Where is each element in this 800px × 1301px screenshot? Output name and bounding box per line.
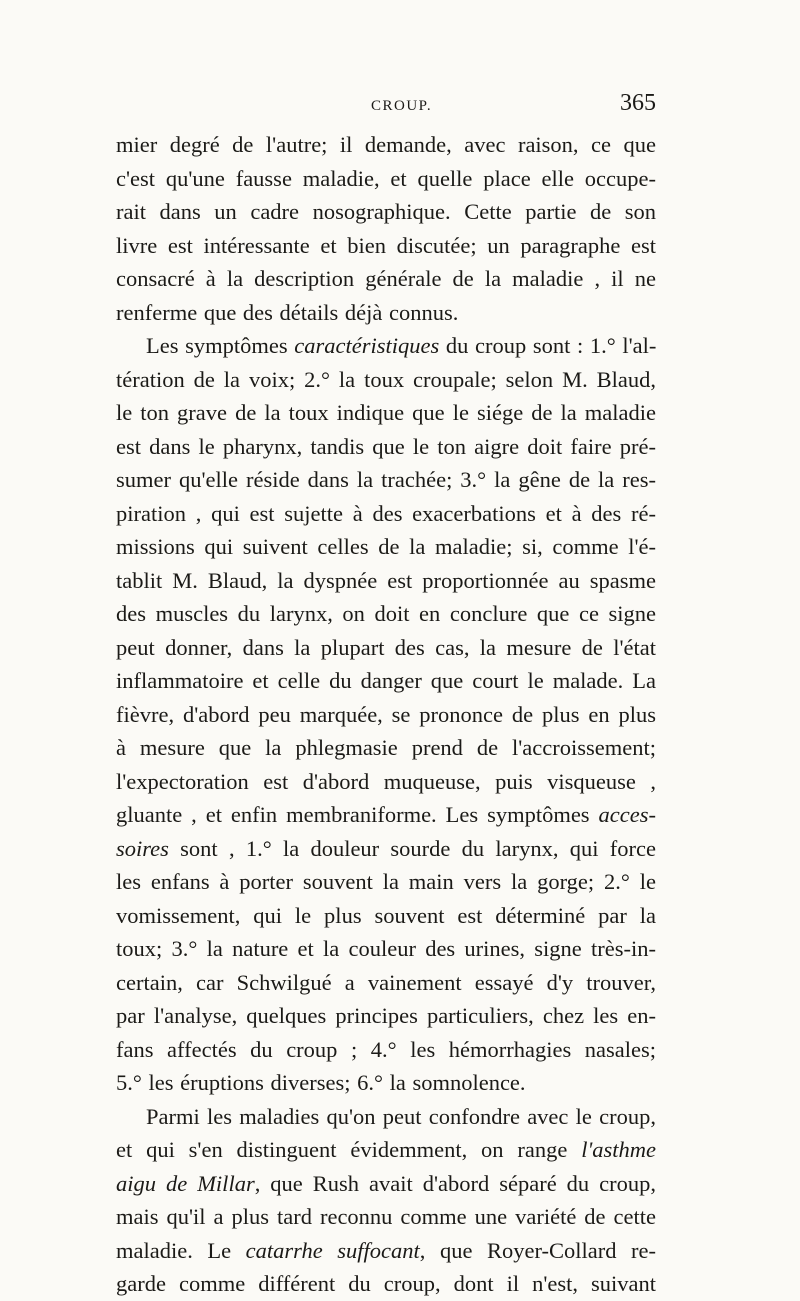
text-line xyxy=(116,1033,656,1067)
italic-text: catarrhe suffocant xyxy=(245,1237,420,1263)
text-line xyxy=(116,497,656,531)
page-header xyxy=(116,90,656,126)
text-line xyxy=(116,765,656,799)
text-run: des muscles du larynx, on doit en conclure que ce signe xyxy=(116,601,656,626)
text-run: maladie. Le xyxy=(116,1237,246,1263)
text-run: missions qui suivent celles de la maladie; si, comme l'é- xyxy=(116,534,656,559)
italic-text: l'asthme xyxy=(581,1137,656,1162)
text-line xyxy=(116,195,656,229)
text-run: rait dans un cadre nosographique. Cette partie de son xyxy=(116,199,656,224)
running-head: CROUP. xyxy=(371,98,433,114)
text-run: consacré à la description générale de la maladie , il ne xyxy=(116,266,656,291)
text-line xyxy=(116,664,656,698)
text-line xyxy=(116,1200,656,1234)
text-run: sont , 1.° la douleur sourde du larynx, qui force xyxy=(168,835,656,861)
text-line xyxy=(116,363,656,397)
text-line xyxy=(116,999,656,1033)
text-run: à mesure que la phlegmasie prend de l'accroissement; xyxy=(116,735,656,760)
text-line xyxy=(116,296,656,330)
text-run: et qui s'en distinguent évidemment, on range xyxy=(116,1137,582,1162)
text-line xyxy=(116,832,656,866)
text-line xyxy=(116,262,656,296)
italic-text: caractéristiques xyxy=(294,333,440,358)
text-run: gluante , et enfin membraniforme. Les symptômes xyxy=(116,802,599,827)
text-line xyxy=(116,128,656,162)
text-run: Parmi les maladies qu'on peut confondre avec le croup, xyxy=(146,1103,656,1129)
italic-text: soires xyxy=(116,835,169,861)
italic-text: acces- xyxy=(598,802,656,827)
text-run: toux; 3.° la nature et la couleur des urines, signe très-in- xyxy=(116,936,656,961)
text-line xyxy=(116,1100,656,1134)
body-text xyxy=(116,128,656,1301)
text-run: , que Rush avait d'abord séparé du croup, xyxy=(254,1170,656,1196)
text-run: peut donner, dans la plupart des cas, la mesure de l'état xyxy=(116,634,656,660)
text-line xyxy=(116,1234,656,1268)
text-line xyxy=(116,798,656,832)
text-run: inflammatoire et celle du danger que court le malade. La xyxy=(116,668,656,693)
text-line xyxy=(116,865,656,899)
text-run: est dans le pharynx, tandis que le ton aigre doit faire pré- xyxy=(116,433,656,459)
text-line xyxy=(116,329,656,363)
text-run: le ton grave de la toux indique que le siége de la maladie xyxy=(116,400,656,425)
text-line xyxy=(116,1133,656,1167)
text-run: du croup sont : 1.° l'al- xyxy=(439,333,657,358)
text-line xyxy=(116,631,656,665)
text-run: mier degré de l'autre; il demande, avec raison, ce que xyxy=(116,132,656,157)
text-line xyxy=(116,899,656,933)
text-run: 5.° les éruptions diverses; 6.° la somnolence. xyxy=(116,1070,526,1095)
text-line xyxy=(116,430,656,464)
text-run: fièvre, d'abord peu marquée, se prononce de plus en plus xyxy=(116,701,656,727)
text-run: , que Royer-Collard re- xyxy=(419,1237,656,1263)
text-line xyxy=(116,1066,656,1100)
text-run: certain, car Schwilgué a vainement essayé d'y trouver, xyxy=(116,969,656,995)
text-line xyxy=(116,229,656,263)
text-line xyxy=(116,731,656,765)
text-line xyxy=(116,1267,656,1301)
text-run: tablit M. Blaud, la dyspnée est proportionnée au spasme xyxy=(116,567,656,593)
text-run: livre est intéressante et bien discutée; un paragraphe est xyxy=(116,232,656,258)
text-run: les enfans à porter souvent la main vers la gorge; 2.° le xyxy=(116,869,656,894)
text-line xyxy=(116,396,656,430)
text-run: tération de la voix; 2.° la toux croupale; selon M. Blaud, xyxy=(116,366,656,392)
text-run: renferme que des détails déjà connus. xyxy=(116,299,459,325)
text-line xyxy=(116,530,656,564)
text-line xyxy=(116,932,656,966)
text-line xyxy=(116,564,656,598)
page-number: 365 xyxy=(620,90,656,116)
text-line xyxy=(116,1167,656,1201)
text-line xyxy=(116,162,656,196)
text-line xyxy=(116,698,656,732)
text-run: piration , qui est sujette à des exacerbations et à des ré- xyxy=(116,500,656,526)
text-run: vomissement, qui le plus souvent est déterminé par la xyxy=(116,902,656,928)
text-run: Les symptômes xyxy=(146,333,295,358)
text-line xyxy=(116,597,656,631)
text-line xyxy=(116,463,656,497)
text-run: sumer qu'elle réside dans la trachée; 3.° la gêne de la res- xyxy=(116,467,656,492)
text-run: c'est qu'une fausse maladie, et quelle place elle occupe- xyxy=(116,165,656,191)
text-line xyxy=(116,966,656,1000)
text-run: mais qu'il a plus tard reconnu comme une variété de cette xyxy=(116,1204,656,1229)
italic-text: aigu de Millar xyxy=(116,1170,255,1196)
text-run: par l'analyse, quelques principes particuliers, chez les en- xyxy=(116,1003,656,1028)
text-run: garde comme différent du croup, dont il n'est, suivant xyxy=(116,1271,656,1296)
text-run: fans affectés du croup ; 4.° les hémorrhagies nasales; xyxy=(116,1036,656,1062)
text-run: l'expectoration est d'abord muqueuse, puis visqueuse , xyxy=(116,768,656,794)
